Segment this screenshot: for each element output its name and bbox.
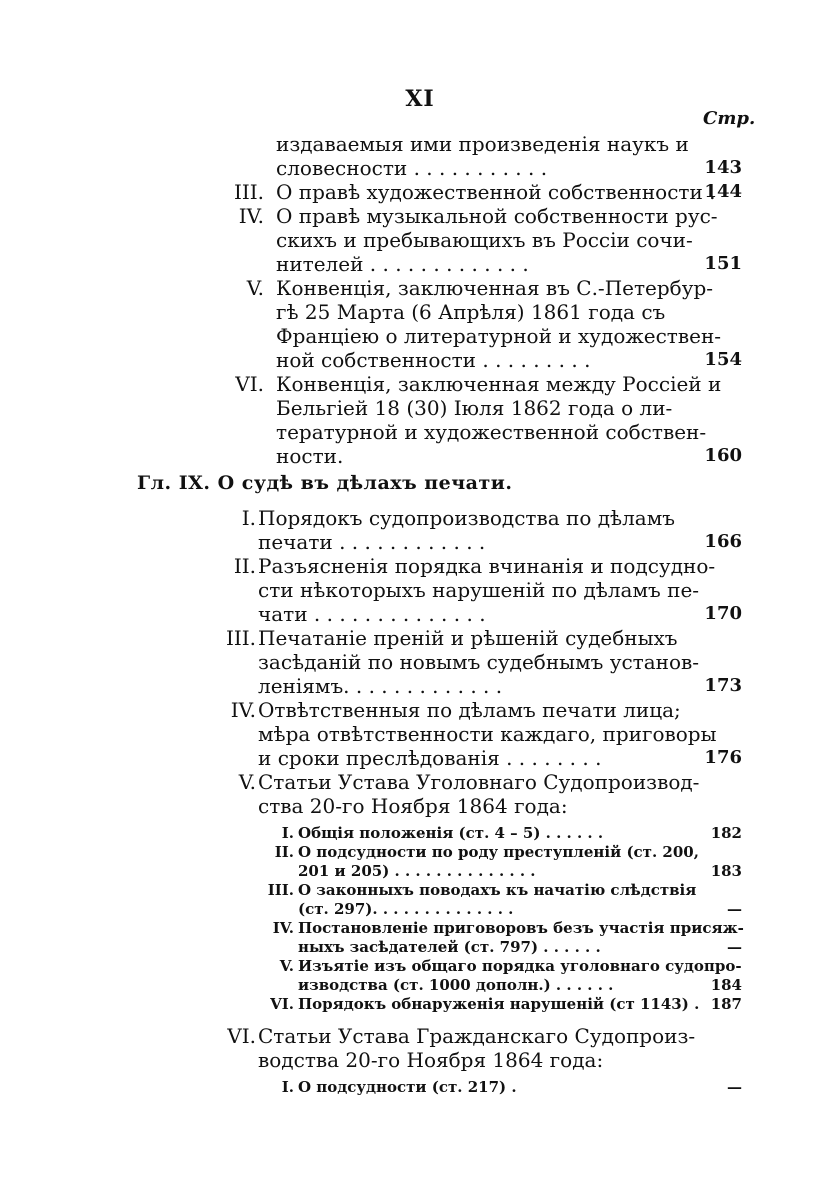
roman-numeral: I.: [281, 1078, 294, 1096]
page-ref: 176: [704, 747, 742, 768]
toc-line: Статьи Устава Уголовнаго Судопроизвод-: [258, 770, 700, 794]
toc-line: О подсудности (ст. 217) .: [298, 1078, 517, 1096]
page-ref: 182: [710, 824, 742, 842]
toc-line: Разъясненія порядка вчинанія и подсудно-: [258, 554, 716, 578]
roman-numeral: III.: [267, 881, 294, 899]
toc-line: Порядокъ судопроизводства по дѣламъ: [258, 506, 676, 530]
roman-numeral: I.: [281, 824, 294, 842]
toc-line: Франціею о литературной и художествен-: [276, 324, 722, 348]
toc-line: тературной и художественной собствен-: [276, 420, 707, 444]
toc-line: О правѣ музыкальной собственности рус-: [276, 204, 718, 228]
roman-numeral: III.: [233, 180, 264, 204]
page-ref: 160: [704, 445, 742, 466]
toc-line: скихъ и пребывающихъ въ Россіи сочи-: [276, 228, 693, 252]
toc-line: (ст. 297). . . . . . . . . . . . . .: [298, 900, 514, 918]
toc-line: ныхъ засѣдателей (ст. 797) . . . . . .: [298, 938, 601, 956]
roman-numeral: IV.: [238, 204, 264, 228]
toc-line: печати . . . . . . . . . . . .: [258, 530, 486, 554]
toc-line: ства 20-го Ноября 1864 года:: [258, 794, 568, 818]
page-column-label: Стр.: [703, 108, 756, 129]
page-ref: 183: [710, 862, 742, 880]
toc-line: Общія положенія (ст. 4 – 5) . . . . . .: [298, 824, 604, 842]
toc-line: мѣра отвѣтственности каждаго, приговоры: [258, 722, 717, 746]
toc-line: О подсудности по роду преступленій (ст. 200,: [298, 843, 699, 861]
page-ref: —: [727, 938, 742, 956]
page-ref: 143: [704, 157, 742, 178]
roman-numeral: IV.: [230, 698, 256, 722]
roman-numeral: II.: [233, 554, 256, 578]
toc-line: Статьи Устава Гражданскаго Судопроиз-: [258, 1024, 696, 1048]
page-ref: 187: [710, 995, 742, 1013]
roman-numeral: VI.: [235, 372, 264, 396]
roman-numeral: V.: [279, 957, 294, 975]
toc-line: издаваемыя ими произведенія наукъ и: [276, 132, 689, 156]
page-ref: —: [727, 900, 742, 918]
roman-numeral: V.: [246, 276, 264, 300]
toc-line: изводства (ст. 1000 дополн.) . . . . . .: [298, 976, 614, 994]
toc-line: Конвенція, заключенная въ С.-Петербур-: [276, 276, 714, 300]
roman-numeral: II.: [274, 843, 294, 861]
page-number: XI: [405, 86, 435, 112]
toc-line: ной собственности . . . . . . . . .: [276, 348, 591, 372]
page-ref: —: [727, 1078, 742, 1096]
roman-numeral: VI.: [270, 995, 294, 1013]
toc-line: леніямъ. . . . . . . . . . . . .: [258, 674, 503, 698]
toc-line: водства 20-го Ноября 1864 года:: [258, 1048, 604, 1072]
toc-line: гѣ 25 Марта (6 Апрѣля) 1861 года съ: [276, 300, 666, 324]
toc-line: и сроки преслѣдованія . . . . . . . .: [258, 746, 602, 770]
toc-line: засѣданій по новымъ судебнымъ установ-: [258, 650, 700, 674]
toc-line: Печатаніе преній и рѣшеній судебныхъ: [258, 626, 678, 650]
toc-line: Конвенція, заключенная между Россіей и: [276, 372, 722, 396]
toc-line: О законныхъ поводахъ къ начатію слѣдствія: [298, 881, 697, 899]
toc-line: Изъятіе изъ общаго порядка уголовнаго судопро-: [298, 957, 742, 975]
page-ref: 144: [704, 181, 742, 202]
toc-line: О правѣ художественной собственности .: [276, 180, 716, 204]
toc-line: Бельгіей 18 (30) Іюля 1862 года о ли-: [276, 396, 673, 420]
toc-line: Порядокъ обнаруженія нарушеній (ст 1143) .: [298, 995, 700, 1013]
page-ref: 154: [704, 349, 742, 370]
roman-numeral: III.: [225, 626, 256, 650]
page-ref: 151: [704, 253, 742, 274]
toc-line: 201 и 205) . . . . . . . . . . . . . .: [298, 862, 536, 880]
page-ref: 170: [704, 603, 742, 624]
roman-numeral: IV.: [272, 919, 294, 937]
toc-line: Отвѣтственныя по дѣламъ печати лица;: [258, 698, 681, 722]
chapter-heading: Гл. IX. О судѣ въ дѣлахъ печати.: [137, 472, 513, 494]
toc-line: чати . . . . . . . . . . . . . .: [258, 602, 486, 626]
toc-line: Постановленіе приговоровъ безъ участія присяж-: [298, 919, 744, 937]
toc-line: сти нѣкоторыхъ нарушеній по дѣламъ пе-: [258, 578, 700, 602]
toc-line: ности.: [276, 444, 344, 468]
toc-line: словесности . . . . . . . . . . .: [276, 156, 548, 180]
page-ref: 184: [710, 976, 742, 994]
page-ref: 173: [704, 675, 742, 696]
page-ref: 166: [704, 531, 742, 552]
toc-line: нителей . . . . . . . . . . . . .: [276, 252, 529, 276]
roman-numeral: V.: [238, 770, 256, 794]
roman-numeral: VI.: [227, 1024, 256, 1048]
roman-numeral: I.: [241, 506, 256, 530]
